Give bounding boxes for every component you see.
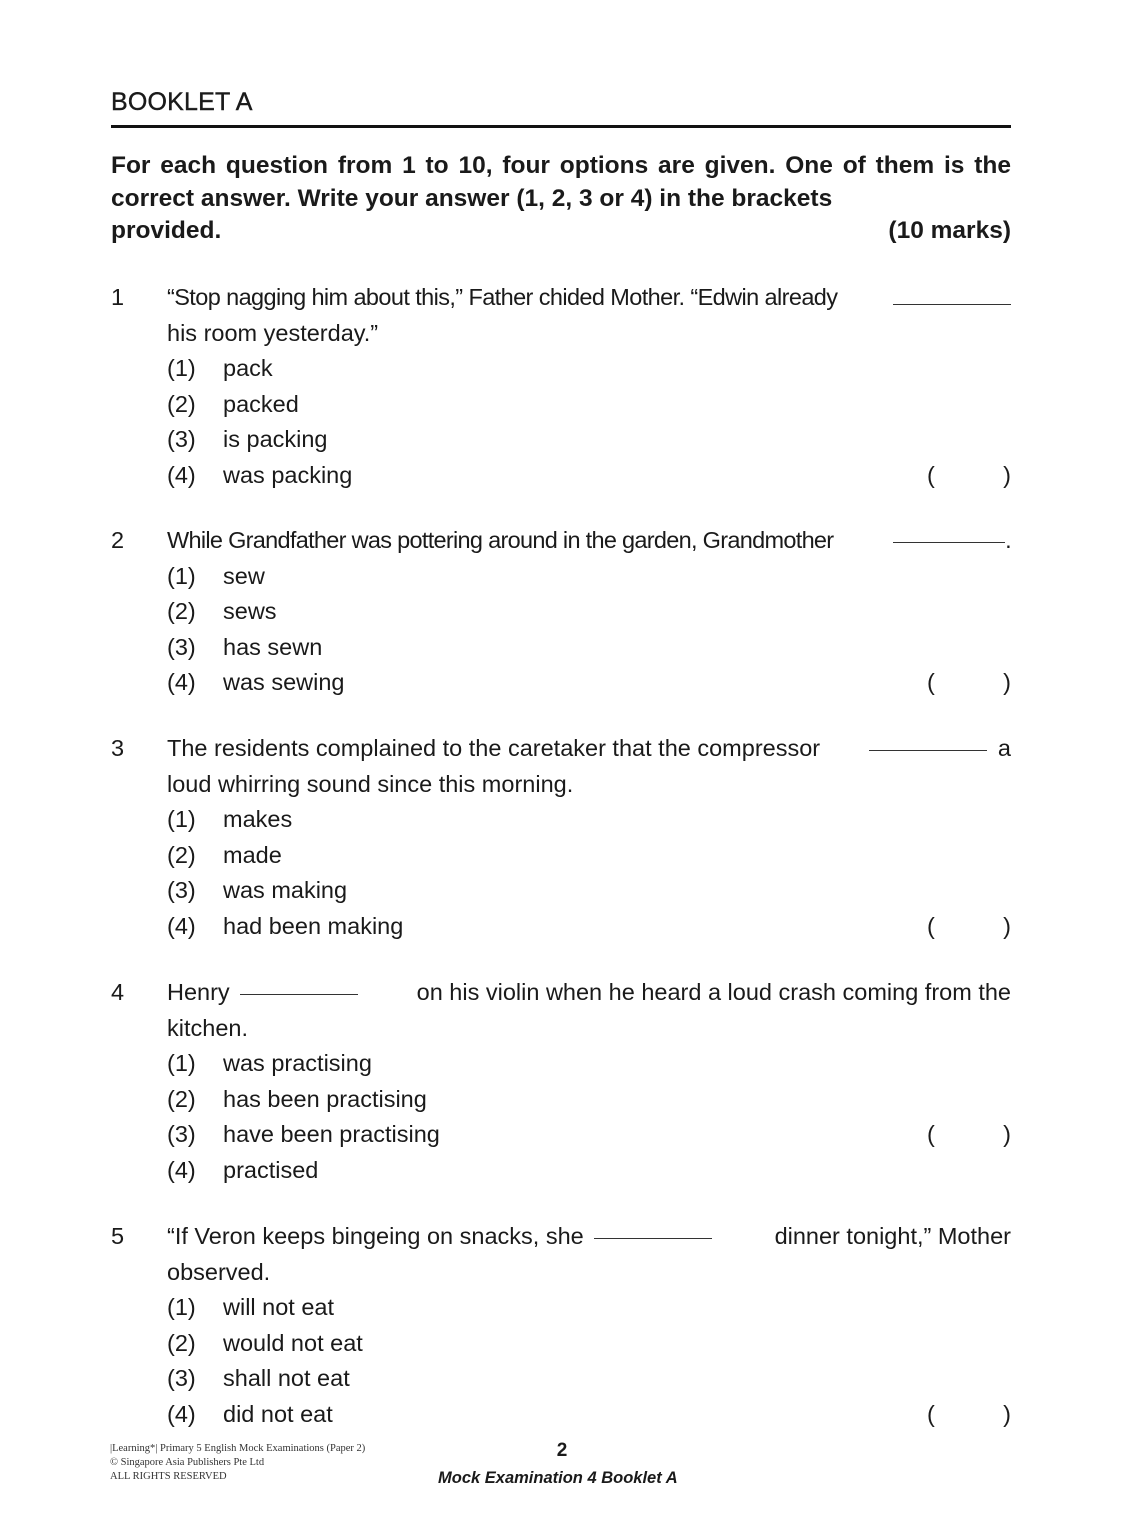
stem-line-1	[167, 280, 1011, 316]
option-text: would not eat	[223, 1329, 363, 1356]
option-4	[167, 1397, 1011, 1433]
stem-line-1	[167, 975, 1011, 1011]
question-stem	[167, 731, 1011, 802]
bracket-close: )	[1003, 1121, 1011, 1147]
stem-text: While Grandfather was pottering around in the garden, Grandmother	[167, 527, 834, 553]
option-3	[167, 1361, 1011, 1397]
option-3	[167, 630, 1011, 666]
blank-wrap	[167, 975, 362, 1011]
answer-blank	[893, 303, 1011, 305]
option-label: (2)	[167, 841, 196, 868]
question-number: 4	[111, 979, 125, 1005]
option-2	[167, 1326, 1011, 1362]
blank-wrap	[865, 731, 1011, 767]
option-label: (1)	[167, 806, 196, 832]
option-label: (2)	[167, 1085, 196, 1112]
instructions-last-line	[111, 215, 1011, 248]
instructions	[111, 150, 1011, 248]
option-label: (3)	[167, 877, 196, 903]
option-label: (1)	[167, 355, 196, 381]
bracket-open: (	[927, 669, 935, 695]
option-4	[167, 665, 1011, 701]
question-stem	[167, 280, 1011, 351]
option-1	[167, 1046, 1011, 1082]
question-1	[111, 280, 1011, 493]
question-2	[111, 523, 1011, 701]
question-stem	[167, 523, 1011, 559]
option-label: (3)	[167, 426, 196, 452]
option-text: was practising	[223, 1050, 372, 1076]
instructions-provided: provided.	[111, 217, 222, 244]
option-text: has sewn	[223, 633, 323, 660]
option-1	[167, 559, 1011, 595]
option-label: (2)	[167, 598, 196, 624]
question-number: 3	[111, 735, 125, 761]
option-4	[167, 1153, 1011, 1189]
answer-bracket[interactable]	[927, 909, 1011, 945]
answer-blank	[240, 993, 358, 995]
option-2	[167, 387, 1011, 423]
option-text: pack	[223, 355, 273, 381]
option-text: sews	[223, 598, 277, 624]
page-number	[0, 1440, 1124, 1462]
bracket-close: )	[1003, 912, 1011, 939]
stem-line-1	[167, 523, 1011, 559]
option-3	[167, 1117, 1011, 1153]
option-text: was packing	[223, 461, 353, 488]
instructions-marks: (10 marks)	[888, 217, 1011, 244]
option-text: will not eat	[223, 1294, 335, 1320]
option-4	[167, 909, 1011, 945]
exam-label: Mock Examination 4 Booklet A	[438, 1469, 678, 1487]
option-2	[167, 1082, 1011, 1118]
bracket-close: )	[1003, 1400, 1011, 1427]
option-label: (3)	[167, 1365, 196, 1391]
option-text: is packing	[223, 426, 328, 452]
page-number-text: 2	[556, 1440, 568, 1461]
option-3	[167, 422, 1011, 458]
stem-text-line-2: kitchen.	[167, 1014, 248, 1041]
blank-wrap	[167, 1219, 716, 1255]
option-text: made	[223, 841, 282, 868]
stem-text-line-2: his room yesterday.”	[167, 319, 379, 346]
stem-text-end: on his violin when he heard a loud crash coming from the	[416, 979, 1011, 1005]
option-text: was sewing	[223, 669, 345, 695]
stem-line-1	[167, 1219, 1011, 1255]
question-number: 1	[111, 284, 125, 310]
option-text: was making	[223, 877, 348, 903]
option-label: (4)	[167, 461, 196, 488]
option-label: (1)	[167, 1050, 196, 1076]
stem-text: “Stop nagging him about this,” Father chided Mother. “Edwin already	[167, 284, 838, 310]
option-text: has been practising	[223, 1085, 427, 1112]
stem-text-line-2: loud whirring sound since this morning.	[167, 770, 574, 797]
stem-text: The residents complained to the caretaker that the compressor	[167, 735, 821, 761]
bracket-open: (	[927, 461, 935, 488]
option-label: (2)	[167, 390, 196, 417]
question-stem	[167, 1219, 1011, 1290]
option-4	[167, 458, 1011, 494]
blank-wrap	[889, 523, 1011, 559]
question-4	[111, 975, 1011, 1188]
bracket-open: (	[927, 1400, 935, 1427]
option-2	[167, 838, 1011, 874]
stem-text: Henry	[167, 979, 230, 1005]
stem-text-line-2: observed.	[167, 1258, 271, 1285]
answer-blank	[869, 749, 987, 751]
answer-blank	[594, 1237, 712, 1239]
publisher-line-1: |Learning*| Primary 5 English Mock Examinations (Paper 2)	[110, 1443, 366, 1454]
stem-line-1	[167, 731, 1011, 767]
option-text: practised	[223, 1156, 319, 1183]
bracket-close: )	[1003, 669, 1011, 695]
option-3	[167, 873, 1011, 909]
header-rule	[111, 125, 1011, 128]
option-label: (3)	[167, 633, 196, 660]
question-5	[111, 1219, 1011, 1432]
stem-text-end: dinner tonight,” Mother	[774, 1223, 1011, 1249]
question-3	[111, 731, 1011, 944]
option-text: packed	[223, 390, 299, 417]
option-label: (4)	[167, 912, 196, 939]
option-label: (2)	[167, 1329, 196, 1356]
option-label: (3)	[167, 1121, 196, 1147]
option-text: had been making	[223, 912, 404, 939]
option-text: shall not eat	[223, 1365, 350, 1391]
bracket-open: (	[927, 1121, 935, 1147]
option-2	[167, 594, 1011, 630]
option-label: (4)	[167, 1400, 196, 1427]
answer-bracket[interactable]	[927, 665, 1011, 701]
answer-bracket[interactable]	[927, 458, 1011, 494]
answer-bracket[interactable]	[927, 1117, 1011, 1153]
instructions-text: For each question from 1 to 10, four options are given. One of them is the correct answer. Write your answer (1, 2, 3 or 4) in the brackets	[111, 152, 1011, 212]
booklet-title: BOOKLET A	[111, 88, 253, 116]
answer-blank	[893, 541, 1005, 543]
option-text: makes	[223, 806, 293, 832]
publisher-line-3: ALL RIGHTS RESERVED	[110, 1471, 227, 1482]
question-stem	[167, 975, 1011, 1046]
question-number: 5	[111, 1223, 125, 1249]
option-text: have been practising	[223, 1121, 440, 1147]
option-label: (4)	[167, 1156, 196, 1183]
bracket-open: (	[927, 912, 935, 939]
option-label: (4)	[167, 669, 196, 695]
option-1	[167, 1290, 1011, 1326]
option-1	[167, 802, 1011, 838]
stem-text: “If Veron keeps bingeing on snacks, she	[167, 1223, 584, 1249]
option-text: did not eat	[223, 1400, 333, 1427]
publisher-line-2: © Singapore Asia Publishers Pte Ltd	[110, 1457, 265, 1468]
answer-bracket[interactable]	[927, 1397, 1011, 1433]
stem-text-end: a	[997, 735, 1011, 761]
option-label: (1)	[167, 562, 196, 589]
question-number: 2	[111, 527, 125, 553]
option-1	[167, 351, 1011, 387]
option-label: (1)	[167, 1294, 196, 1320]
stem-text-end: .	[1005, 527, 1011, 553]
option-text: sew	[223, 562, 265, 589]
bracket-close: )	[1003, 461, 1011, 488]
